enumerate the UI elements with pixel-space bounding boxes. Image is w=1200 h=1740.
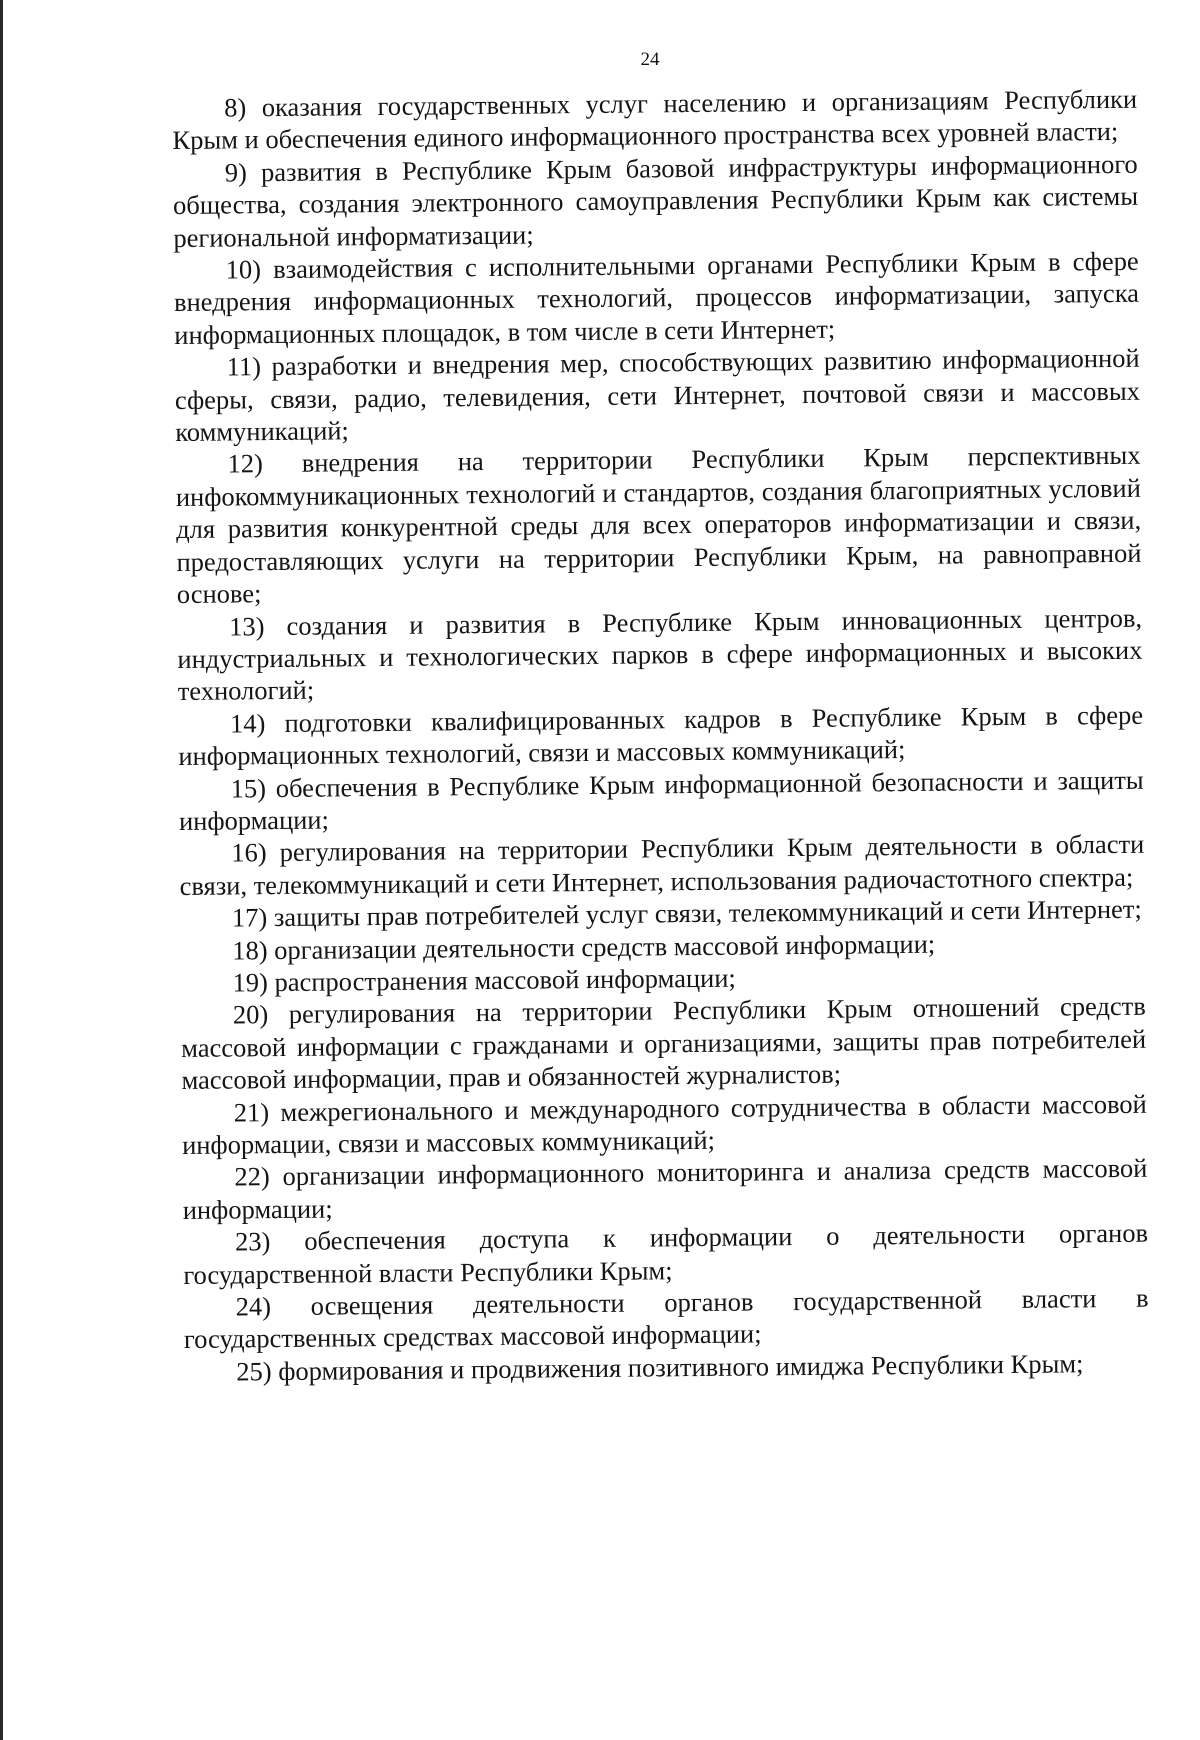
scan-edge: [0, 0, 3, 1740]
clause-10: 10) взаимодействия с исполнительными органами Республики Крым в сфере внедрения информационных технологий, процессов информатизации, запуска информационных площадок, в том числе в сети Интернет;: [173, 245, 1140, 350]
clause-22: 22) организации информационного мониторинга и анализа средств массовой информации;: [182, 1153, 1148, 1225]
clause-11: 11) разработки и внедрения мер, способствующих развитию информационной сферы, связи, радио, телевидения, сети Интернет, почтовой связи и массовых коммуникаций;: [174, 342, 1141, 448]
clause-25: 25) формирования и продвижения позитивного имиджа Республики Крым;: [236, 1348, 1084, 1387]
clause-9: 9) развития в Республике Крым базовой инфраструктуры информационного общества, создания электронного самоуправления Республики Крым как системы региональной информатизации;: [172, 148, 1139, 253]
clause-13: 13) создания и развития в Республике Крым инновационных центров, индустриальных и технологических парков в сфере информационных и высоких технологий;: [177, 602, 1143, 707]
clause-16: 16) регулирования на территории Республики Крым деятельности в области связи, телекоммуникаций и сети Интернет, использования радиочастотного спектра;: [179, 829, 1145, 901]
clause-17: 17) защиты прав потребителей услуг связи, телекоммуникаций и сети Интернет;: [231, 893, 1142, 933]
clause-18: 18) организации деятельности средств массовой информации;: [232, 928, 936, 966]
clause-20: 20) регулирования на территории Республики Крым отношений средств массовой информации с гражданами и организациями, защиты прав потребителей массовой информации, прав и обязанностей журналистов;: [181, 991, 1147, 1096]
clause-14: 14) подготовки квалифицированных кадров в Республике Крым в сфере информационных технологий, связи и массовых коммуникаций;: [178, 699, 1144, 772]
clause-24: 24) освещения деятельности органов государственной власти в государственных средствах массовой информации;: [183, 1282, 1149, 1355]
clause-21: 21) межрегионального и международного сотрудничества в области массовой информации, связи и массовых коммуникаций;: [181, 1088, 1147, 1160]
clause-23: 23) обеспечения доступа к информации о деятельности органов государственной власти Республики Крым;: [183, 1217, 1149, 1290]
clause-15: 15) обеспечения в Республике Крым информационной безопасности и защиты информации;: [178, 764, 1144, 836]
clause-list: [172, 83, 1149, 1388]
clause-19: 19) распространения массовой информации;: [232, 962, 736, 998]
page-number: 24: [640, 49, 660, 70]
clause-8: 8) оказания государственных услуг населению и организациям Республики Крым и обеспечения единого информационного пространства всех уровней власти;: [172, 83, 1138, 156]
clause-12: 12) внедрения на территории Республики Крым перспективных инфокоммуникационных технологий и стандартов, создания благоприятных условий для развития конкурентной среды для всех операторов информатизации и связи, предоставляющих услуги на территории Республики Крым, на равноправной основе;: [175, 440, 1142, 610]
